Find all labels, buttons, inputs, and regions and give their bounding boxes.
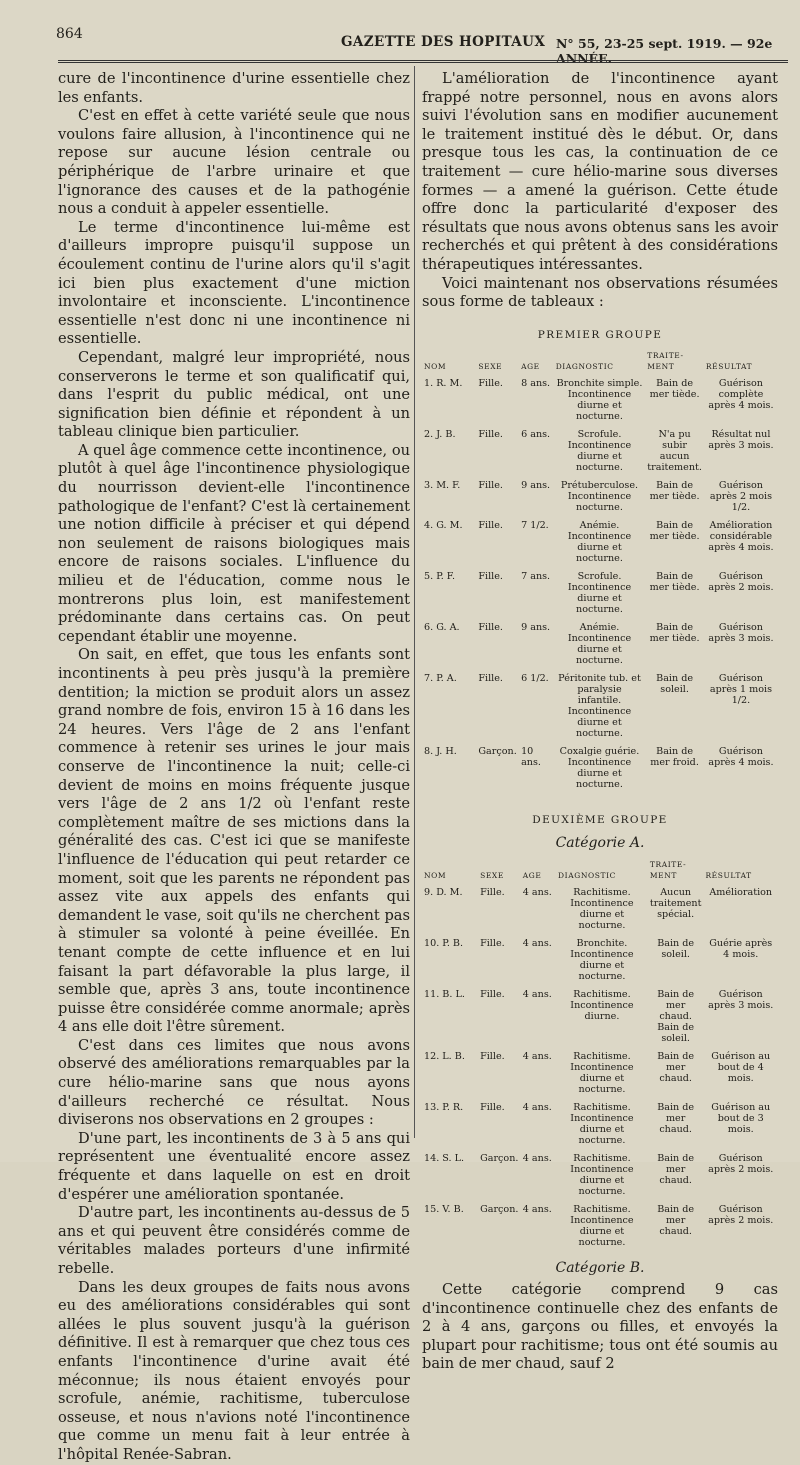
column-header: SEXE — [478, 362, 503, 372]
table-cell: Bain de soleil. — [657, 937, 695, 960]
table-cell: 7 ans. — [521, 571, 551, 583]
table-cell: Bain de mer chaud. — [657, 1152, 695, 1186]
table-cell: Garçon. — [478, 746, 517, 758]
table-row — [422, 571, 778, 622]
table-cell: 6 1/2. — [521, 673, 549, 685]
table-cell: Guérison complète après 4 mois. — [708, 378, 774, 412]
table-row — [422, 520, 778, 571]
table-cell: 9 ans. — [521, 480, 551, 492]
table-cell: Guérison après 2 mois. — [708, 1203, 774, 1226]
table-cell: Fille. — [480, 1101, 505, 1113]
table-cell: Bain de mer froid. — [650, 746, 699, 769]
table-cell: 4 ans. — [522, 1050, 552, 1062]
table-cell: Aucun traitement spécial. — [649, 886, 702, 920]
table-row — [422, 1051, 778, 1102]
table-cell: Rachitisme. Incontinence diurne. — [570, 988, 634, 1022]
group2-table — [422, 857, 778, 1255]
table-cell: Bain de mer tiède. — [649, 571, 700, 594]
table-cell: Fille. — [478, 622, 503, 634]
table-cell: 9 ans. — [521, 622, 551, 634]
table-row — [422, 1102, 778, 1153]
table-cell: Guérie après 4 mois. — [709, 937, 773, 960]
left-column — [58, 70, 410, 1465]
table-cell: Garçon. — [480, 1203, 519, 1215]
table-cell: Guérison au bout de 3 mois. — [711, 1101, 771, 1135]
journal-title: GAZETTE DES HOPITAUX — [341, 34, 546, 50]
column-header: TRAITE-MENT — [649, 859, 687, 880]
table-cell: Fille. — [478, 571, 503, 583]
table-cell: Bain de mer chaud. Bain de soleil. — [657, 988, 695, 1044]
table-cell: 1. R. M. — [424, 378, 463, 390]
group1-title: PREMIER GROUPE — [537, 328, 663, 341]
table-cell: Guérison après 3 mois. — [708, 988, 774, 1011]
table-cell: Bain de mer tiède. — [649, 520, 700, 543]
table-cell: Anémie. Incontinence diurne et nocturne. — [567, 622, 632, 667]
table-cell: Scrofule. Incontinence diurne et nocturne. — [567, 571, 632, 616]
page-number: 864 — [56, 26, 83, 42]
column-header: NOM — [424, 362, 447, 372]
table-cell: 8 ans. — [521, 378, 551, 390]
body-paragraph: cure de l'incontinence d'urine essentielle chez les enfants. — [58, 70, 410, 106]
table-row — [422, 622, 778, 673]
group1-table — [422, 348, 778, 797]
table-cell: Prétuberculose. Incontinence nocturne. — [560, 480, 639, 514]
table-cell: Bain de mer tiède. — [649, 378, 700, 401]
body-paragraph: A quel âge commence cette incontinence, ou plutôt à quel âge l'incontinence physiologique du nourrisson devient-elle l'incontinence pathologique de l'enfant? C'est là certainement une notion difficile à préciser et qui dépend non seulement de raisons biologiques mais encore de raisons sociales. L'influence du milieu et de l'éducation, comme nous le montrerons plus loin, est manifestement prédominante dans certains cas. On peut cependant établir une moyenne. — [58, 441, 410, 645]
category-b-text: Cette catégorie comprend 9 cas d'incontinence continuelle chez des enfants de 2 à 4 ans, garçons ou filles, et envoyés la plupart pour rachitisme; tous ont été soumis au bain de mer chaud, sauf 2 — [422, 1281, 778, 1373]
table-cell: 11. B. L. — [424, 988, 465, 1000]
table-row — [422, 887, 778, 938]
right-column — [422, 70, 778, 1374]
column-header: NOM — [424, 870, 447, 880]
table-cell: Bain de mer chaud. — [657, 1203, 695, 1237]
table-cell: Bain de mer chaud. — [657, 1050, 695, 1084]
header-rule — [58, 60, 788, 63]
table-row — [422, 480, 778, 520]
column-header: TRAITE-MENT — [647, 351, 684, 372]
table-row — [422, 938, 778, 989]
column-header: DIAGNOSTIC — [555, 362, 614, 372]
table-cell: 14. S. L. — [424, 1152, 465, 1164]
column-header: RÉSULTAT — [705, 362, 753, 372]
category-b-title: Catégorie B. — [555, 1259, 645, 1276]
body-paragraph: Cependant, malgré leur impropriété, nous conserverons le terme et son qualificatif qui, dans l'esprit du public médical, ont une signification bien définie et répondent à un tableau clinique bien particulier. — [58, 348, 410, 441]
table-cell: 6. G. A. — [424, 622, 460, 634]
table-row — [422, 1153, 778, 1204]
intro-paragraph: L'amélioration de l'incontinence ayant frappé notre personnel, nous en avons alors suivi l'évolution sans en modifier aucunement le traitement institué dès le début. Or, dans presque tous les cas, la continuation de ce traitement — cure hélio-marine sous diverses formes — a amené la guérison. Cette étude offre donc la particularité d'exposer des résultats que nous avons obtenus sans les avoir recherchés et qui prêtent à des considérations thérapeutiques intéressantes. — [422, 70, 778, 273]
table-cell: Guérison après 2 mois. — [708, 1152, 774, 1175]
table-row — [422, 746, 778, 797]
intro-paragraph: Voici maintenant nos observations résumées sous forme de tableaux : — [422, 274, 778, 311]
group2-title: DEUXIÈME GROUPE — [532, 814, 668, 827]
table-cell: 5. P. F. — [424, 571, 456, 583]
body-paragraph: C'est dans ces limites que nous avons observé des améliorations remarquables par la cure hélio-marine sans que nous ayons d'ailleurs recherché ce résultat. Nous diviserons nos observations en 2 groupes : — [58, 1036, 410, 1129]
table-row — [422, 1204, 778, 1255]
table-cell: Guérison après 3 mois. — [708, 622, 774, 645]
column-header: AGE — [522, 870, 542, 880]
table-cell: 7 1/2. — [521, 520, 549, 532]
category-a-title: Catégorie A. — [555, 834, 645, 851]
table-cell: 4 ans. — [522, 937, 552, 949]
table-header-row — [422, 857, 778, 887]
table-cell: 6 ans. — [521, 429, 551, 441]
table-cell: 4 ans. — [522, 988, 552, 1000]
table-cell: Bain de mer chaud. — [657, 1101, 695, 1135]
column-header: AGE — [521, 362, 540, 372]
table-row — [422, 378, 778, 429]
table-row — [422, 673, 778, 746]
table-row — [422, 429, 778, 480]
table-cell: Fille. — [478, 673, 503, 685]
table-cell: 4 ans. — [522, 886, 552, 898]
table-cell: Rachitisme. Incontinence diurne et nocturne. — [570, 1050, 634, 1095]
table-cell: 4 ans. — [522, 1101, 552, 1113]
table-cell: 12. L. B. — [424, 1050, 465, 1062]
table-cell: N'a pu subir aucun traitement. — [647, 429, 702, 474]
issue-info: N° 55, 23-25 sept. 1919. — 92e ANNÉE. — [556, 36, 773, 66]
table-cell: Guérison après 2 mois 1/2. — [709, 480, 772, 514]
table-cell: Fille. — [478, 378, 503, 390]
table-cell: 4. G. M. — [424, 520, 463, 532]
table-cell: Fille. — [480, 886, 505, 898]
body-paragraph: D'autre part, les incontinents au-dessus de 5 ans et qui peuvent être considérés comme de véritables malades porteurs d'une infirmité rebelle. — [58, 1204, 410, 1277]
table-cell: Fille. — [478, 429, 503, 441]
body-paragraph: D'une part, les incontinents de 3 à 5 ans qui représentent une éventualité encore assez fréquente et dans laquelle on est en droit d'espérer une amélioration spontanée. — [58, 1129, 410, 1203]
table-cell: Fille. — [480, 937, 505, 949]
table-row — [422, 989, 778, 1051]
right-intro — [422, 70, 778, 312]
table-cell: Rachitisme. Incontinence diurne et nocturne. — [570, 886, 634, 931]
column-header: RÉSULTAT — [705, 870, 752, 880]
table-cell: Bain de soleil. — [656, 673, 694, 696]
table-cell: Guérison au bout de 4 mois. — [711, 1050, 771, 1084]
body-paragraph: Le terme d'incontinence lui-même est d'ailleurs impropre puisqu'il suppose un écoulement continu de l'urine alors qu'il s'agit ici bien plus exactement d'une miction involontaire et inconsciente. L'incontinence essentielle n'est donc ni une incontinence ni essentielle. — [58, 218, 410, 348]
table-cell: Fille. — [478, 520, 503, 532]
body-paragraph: C'est en effet à cette variété seule que nous voulons faire allusion, à l'incontinence qui ne repose sur aucune lésion centrale ou périphérique de l'arbre urinaire et que l'ignorance des causes et de la pathogénie nous a conduit à appeler essentielle. — [58, 107, 410, 218]
table-cell: Fille. — [480, 1050, 505, 1062]
table-cell: 2. J. B. — [424, 429, 456, 441]
table-cell: 10. P. B. — [424, 937, 464, 949]
table-cell: Résultat nul après 3 mois. — [708, 429, 774, 452]
table-cell: Rachitisme. Incontinence diurne et nocturne. — [570, 1101, 634, 1146]
table-cell: Bronchite simple. Incontinence diurne et nocturne. — [556, 378, 643, 423]
table-cell: Bronchite. Incontinence diurne et nocturne. — [570, 937, 634, 982]
table-cell: Anémie. Incontinence diurne et nocturne. — [567, 520, 632, 565]
table-cell: 13. P. R. — [424, 1101, 464, 1113]
table-cell: 9. D. M. — [424, 886, 463, 898]
table-cell: 4 ans. — [522, 1152, 552, 1164]
table-cell: Bain de mer tiède. — [649, 480, 700, 503]
table-header-row — [422, 348, 778, 378]
column-header: SEXE — [480, 870, 504, 880]
table-cell: 4 ans. — [522, 1203, 552, 1215]
page-header — [56, 22, 788, 66]
body-paragraph: Dans les deux groupes de faits nous avons eu des améliorations considérables qui sont allées le plus souvent jusqu'à la guérison définitive. Il est à remarquer que chez tous ces enfants l'incontinence d'urine avait été méconnue; ils nous étaient envoyés pour scrofule, anémie, rachitisme, tuberculose osseuse, et nous n'avions noté l'incontinence que comme un menu fait à leur entrée à l'hôpital Renée-Sabran. — [58, 1278, 410, 1463]
body-paragraph: On sait, en effet, que tous les enfants sont incontinents à peu près jusqu'à la première dentition; la miction se produit alors un assez grand nombre de fois, environ 15 à 16 dans les 24 heures. Vers l'âge de 2 ans l'enfant commence à retenir ses urines le jour mais conserve de l'incontinence la nuit; celle-ci devient de moins en moins fréquente jusque vers l'âge de 2 ans 1/2 où l'enfant reste complètement maître de ses mictions dans la généralité des cas. C'est ici que se manifeste l'influence de l'éducation qui peut retarder ce moment, soit que les parents ne répondent pas assez vite aux appels des enfants qui demandent le vase, soit qu'ils ne cherchent pas à stimuler sa volonté à peine éveillée. En tenant compte de cette influence et en lui faisant la part défavorable la plus large, il semble que, après 3 ans, toute incontinence puisse être considérée comme anormale; après 4 ans elle doit l'être sûrement. — [58, 646, 410, 1036]
table-cell: Rachitisme. Incontinence diurne et nocturne. — [570, 1203, 634, 1248]
table-cell: Scrofule. Incontinence diurne et nocturne. — [567, 429, 632, 474]
column-header: DIAGNOSTIC — [558, 870, 616, 880]
table-cell: Guérison après 4 mois. — [708, 746, 774, 769]
table-cell: 10 ans. — [521, 746, 541, 769]
table-cell: Guérison après 1 mois 1/2. — [709, 673, 772, 707]
table-cell: Fille. — [478, 480, 503, 492]
table-cell: Péritonite tub. et paralysie infantile. Incontinence diurne et nocturne. — [558, 673, 641, 740]
table-cell: Fille. — [480, 988, 505, 1000]
table-cell: Coxalgie guérie. Incontinence diurne et nocturne. — [559, 746, 640, 791]
table-cell: Guérison après 2 mois. — [708, 571, 774, 594]
table-cell: 8. J. H. — [424, 746, 457, 758]
table-cell: 15. V. B. — [424, 1203, 464, 1215]
table-cell: 3. M. F. — [424, 480, 461, 492]
column-divider — [414, 66, 415, 1138]
table-cell: Garçon. — [480, 1152, 519, 1164]
table-cell: Bain de mer tiède. — [649, 622, 700, 645]
table-cell: Amélioration — [709, 886, 773, 898]
table-cell: 7. P. A. — [424, 673, 457, 685]
table-cell: Rachitisme. Incontinence diurne et nocturne. — [570, 1152, 634, 1197]
table-cell: Amélioration considérable après 4 mois. — [708, 520, 774, 554]
